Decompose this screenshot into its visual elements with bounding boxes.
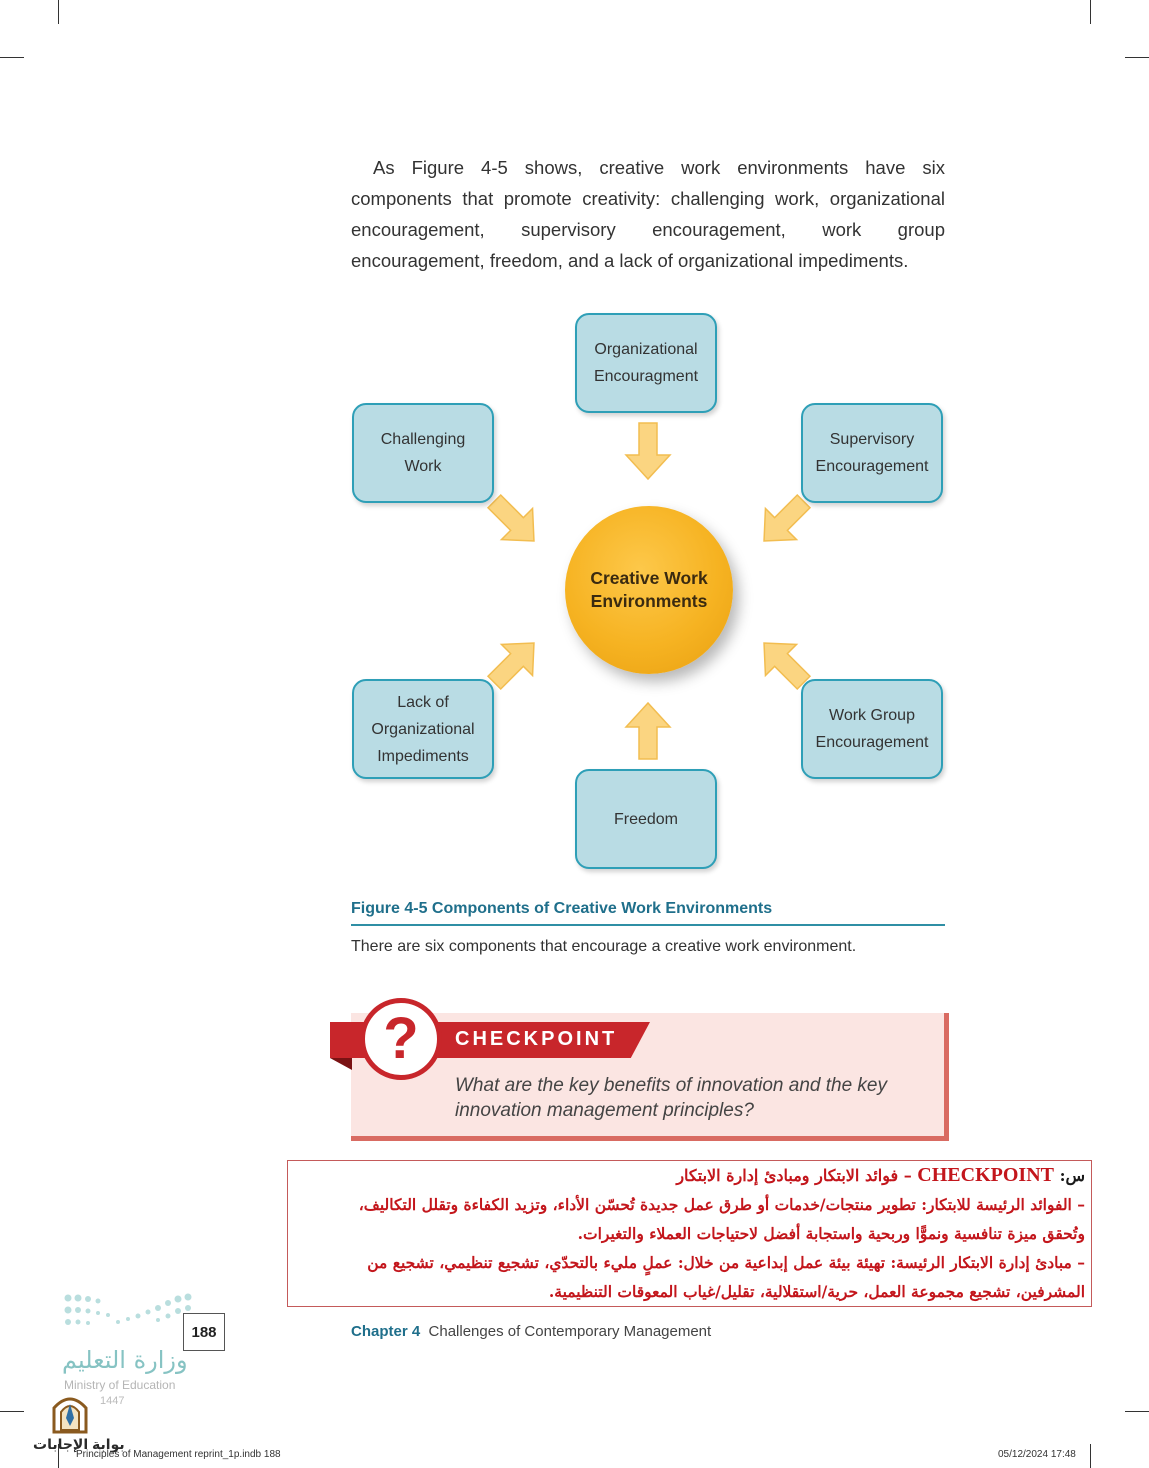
arrow-freedom: [626, 703, 670, 759]
print-slug-file: Principles of Management reprint_1p.indb 188: [76, 1449, 281, 1460]
figure-title: Figure 4-5 Components of Creative Work Environments: [351, 900, 945, 926]
component-freedom: [575, 769, 717, 869]
component-label: Organizational: [594, 341, 698, 358]
component-label: Encouragement: [815, 734, 929, 751]
question-mark-icon: ?: [360, 998, 442, 1080]
answer-heading-text: – فوائد الابتكار ومبادئ إدارة الابتكار: [676, 1166, 918, 1185]
ministry-name-arabic: وزارة التعليم: [62, 1346, 188, 1374]
page-number: 188: [183, 1313, 225, 1351]
component-label: Encouragement: [815, 458, 929, 475]
arrow-organizational: [626, 423, 670, 479]
component-supervisory-encouragement: [801, 403, 943, 503]
answer-line: – الفوائد الرئيسة للابتكار: تطوير منتجات/خدمات أو طرق عمل جديدة تُحسّن الأداء، وتزيد الكفاءة وتقلل التكاليف،: [358, 1195, 1085, 1214]
component-label: Supervisory: [829, 431, 915, 448]
component-label: Challenging: [380, 431, 466, 448]
center-label: Creative Work: [590, 568, 708, 588]
crop-mark: [1090, 1444, 1091, 1468]
component-label: Freedom: [613, 810, 679, 828]
crop-mark: [58, 0, 59, 24]
crop-mark: [0, 1411, 24, 1412]
crop-mark: [0, 57, 24, 58]
brand-name: بوابة الإجابات: [33, 1436, 125, 1452]
chapter-footer: [351, 1323, 711, 1340]
ministry-year: 1447: [100, 1395, 125, 1407]
answer-line: وتُحقق ميزة تنافسية ونموًّا وربحية واستجابة أفضل لاحتياجات العملاء والتغيرات.: [577, 1224, 1085, 1243]
figure-caption: There are six components that encourage a creative work environment.: [351, 938, 857, 955]
component-label: Impediments: [377, 747, 469, 765]
component-organizational-encouragement: [575, 313, 717, 413]
ministry-name-english: Ministry of Education: [64, 1378, 176, 1392]
component-label: Lack of: [397, 693, 449, 711]
checkpoint-label: CHECKPOINT: [455, 1028, 618, 1050]
answer-checkpoint-word: CHECKPOINT: [917, 1164, 1054, 1186]
answer-box: [287, 1160, 1092, 1307]
chapter-title: Challenges of Contemporary Management: [428, 1323, 712, 1340]
answer-heading: [294, 1161, 1085, 1190]
component-label: Work: [404, 458, 442, 475]
component-challenging-work: [352, 403, 494, 503]
brand-logo-icon: [48, 1390, 92, 1434]
answer-prefix: س:: [1059, 1166, 1085, 1185]
answer-line: – مبادئ إدارة الابتكار الرئيسة: تهيئة بيئة عمل إبداعية من خلال: عملٍ مليء بالتحدّي، تشجيع تنظيمي، تشجيع من: [367, 1253, 1085, 1272]
intro-paragraph: As Figure 4-5 shows, creative work environments have six components that promote creativity: challenging work, organizational encouragement, supervisory encouragement, work group encouragement, freedom, and a lack of organizational impediments.: [351, 157, 945, 271]
component-lack-of-impediments: [352, 679, 494, 779]
crop-mark: [1090, 0, 1091, 24]
chapter-label: Chapter 4: [351, 1323, 421, 1340]
crop-mark: [1125, 1411, 1149, 1412]
component-label: Organizational: [371, 720, 475, 738]
ministry-logo-dots: [62, 1292, 202, 1336]
answer-line: المشرفين، تشجيع مجموعة العمل، حرية/استقلالية، تقليل/غياب المعوقات التنظيمية.: [548, 1282, 1085, 1301]
component-label: Work Group: [829, 707, 915, 724]
component-label: Encouragment: [593, 368, 699, 385]
checkpoint-question: What are the key benefits of innovation and the key innovation management principles?: [455, 1075, 887, 1121]
crop-mark: [1125, 57, 1149, 58]
print-slug-date: 05/12/2024 17:48: [998, 1449, 1076, 1460]
center-label: Environments: [590, 591, 708, 611]
component-work-group-encouragement: [801, 679, 943, 779]
checkpoint-banner-fold: [330, 1058, 352, 1070]
center-creative-work-environments: [565, 506, 733, 674]
